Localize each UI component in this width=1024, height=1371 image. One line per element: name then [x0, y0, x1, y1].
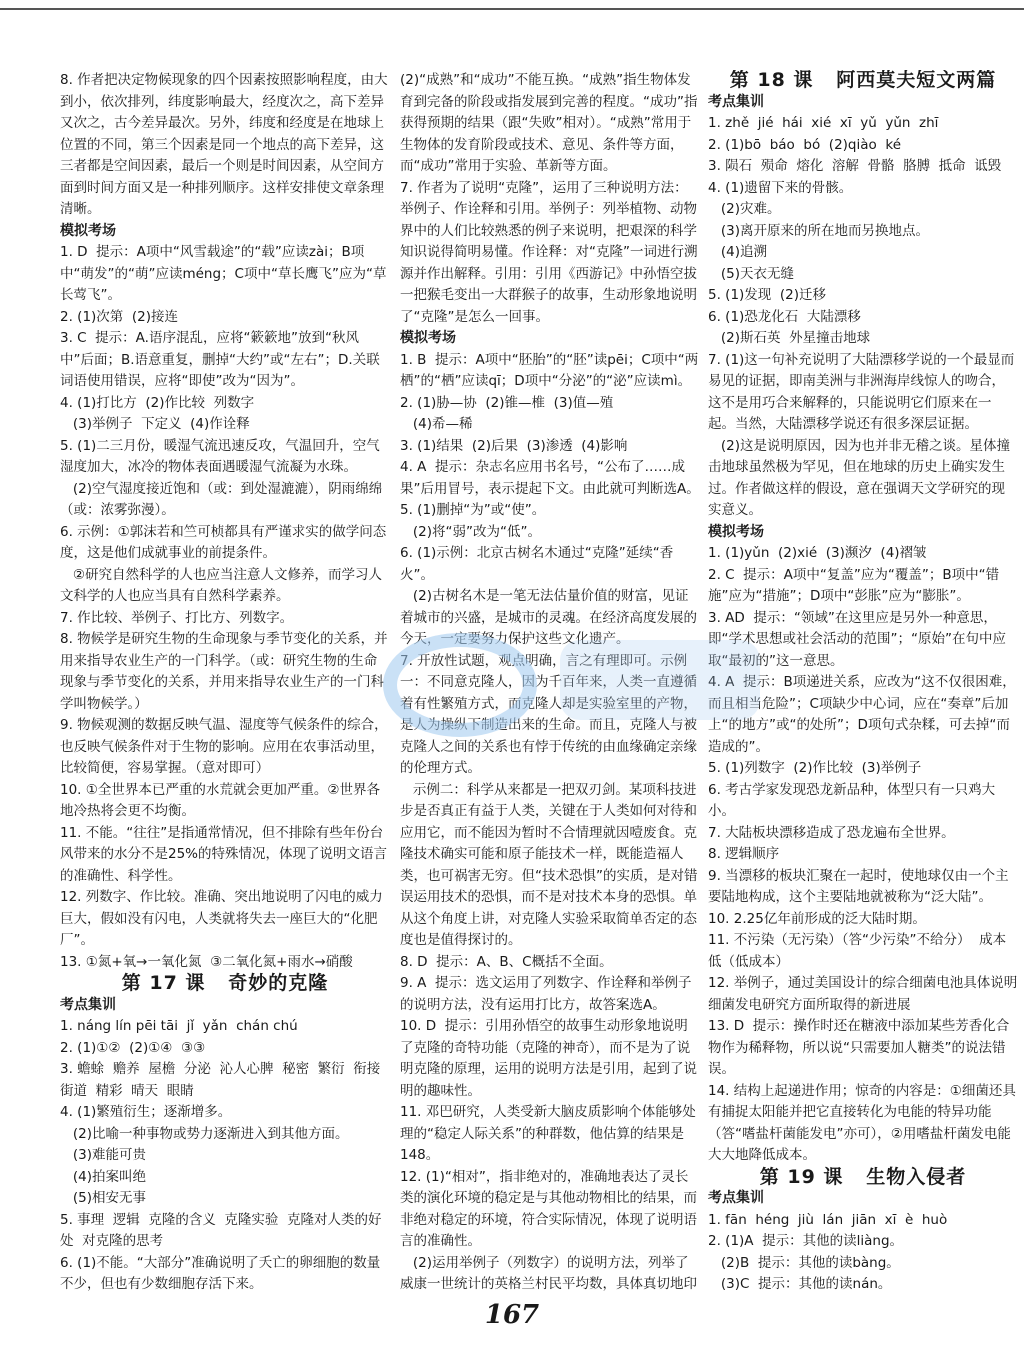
section-heading: 考点集训: [60, 996, 116, 1013]
answer-line: 3. (1)结果 (2)后果 (3)渗透 (4)影响: [400, 437, 628, 454]
answer-line: 4. (1)繁殖衍生；逐渐增多。: [60, 1104, 232, 1120]
answer-line: 5. (1)列数字 (2)作比较 (3)举例子: [708, 760, 922, 776]
answer-line: 10. 2.25亿年前形成的泛大陆时期。: [708, 910, 926, 927]
answer-line: 12. (1)“相对”，指非绝对的，准确地表达了灵长类的演化环境的稳定是与其他动物相比的结果，而非绝对稳定的环境，符合实际情况，体现了说明语言的准确性。: [400, 1168, 697, 1249]
answer-line: 13. D 提示：操作时还在糖液中添加某些芳香化合物作为稀释物，所以说“只需要加人糖类”的说法错误。: [708, 1018, 1010, 1077]
answer-line: (4)希—稀: [400, 416, 473, 432]
answer-line: 1. B 提示：A项中“胚胎”的“胚”读pēi；C项中“两栖”的“栖”应读qī；D项中“分泌”的“泌”应读mì。: [400, 351, 699, 389]
answer-line: (2)B 提示：其他的读bàng。: [708, 1254, 900, 1271]
answer-line: 1. náng lín pēi tāi jǐ yǎn chán chú: [60, 1018, 298, 1034]
top-rule: [0, 8, 1024, 10]
answer-line: 3. 陨石 殒命 熔化 溶解 骨骼 胳膊 抵命 诋毁: [708, 158, 1002, 174]
answer-line: 7. 开放性试题，观点明确，言之有理即可。示例一：不同意克隆人，因为千百年来，人类一直遵循着有性繁殖方式，而克隆人却是实验室里的产物，是人为操纵下制造出来的生命。而且，克隆人与被克隆人之间的关系也有悖于传统的由血缘确定亲缘的伦理方式。: [400, 652, 697, 776]
answer-line: 1. fān héng jiù lán jiān xī è huò: [708, 1211, 948, 1228]
answer-line: (2)将“弱”改为“低”。: [400, 523, 541, 540]
answer-line: 6. 示例：①郭沫若和竺可桢都具有严谨求实的做学问态度，这是他们成就事业的前提条件。: [60, 523, 387, 561]
answer-line: 5. (1)二三月份，暖湿气流迅速反攻，气温回升，空气湿度加大，冰冷的物体表面遇暖湿气流凝为水珠。: [60, 437, 380, 475]
page-number: 167: [484, 1300, 540, 1330]
answer-line: 14. 结构上起递进作用；惊奇的内容是：①细菌还具有捕捉太阳能并把它直接转化为电能的特异功能（答“嗜盐杆菌能发电”亦可），②用嗜盐杆菌发电能大大地降低成本。: [708, 1082, 1016, 1163]
column-middle: [400, 70, 700, 1295]
answer-line: 2. (1)①② (2)①④ ③③: [60, 1039, 206, 1056]
answer-line: 5. (1)发现 (2)迁移: [708, 287, 826, 303]
answer-line: (2)古树名木是一笔无法估量价值的财富，见证着城市的兴盛，是城市的灵魂。在经济高度发展的今天，一定要努力保护这些文化遗产。: [400, 588, 697, 647]
answer-line: (4)拍案叫绝: [60, 1168, 146, 1185]
answer-line: 5. (1)删掉“为”或“使”。: [400, 502, 546, 518]
answer-line: 8. 作者把决定物候现象的四个因素按照影响程度，由大到小，依次排列，纬度影响最大，经度次之，高下差异又次之，古今差异最次。另外，纬度和经度是在地球上位置的不同，第三个因素是同一个地点的高下差异，这三者都是空间因素，最后一个则是时间因素，从空间方面到时间方面又是一种排列顺序。这样安排使文章条理清晰。: [60, 72, 388, 217]
answer-line: (3)C 提示：其他的读nán。: [708, 1276, 892, 1292]
column-left: [60, 70, 390, 1295]
answer-line: (2)运用举例子（列数字）的说明方法，列举了威康一世统计的英格兰村民平均数，具体真切地印: [400, 1254, 697, 1292]
answer-line: 6. (1)示例：北京古树名木通过“克隆”延续“香火”。: [400, 545, 674, 583]
answer-line: 8. 逻辑顺序: [708, 846, 780, 862]
answer-line: 4. (1)遗留下来的骨骸。: [708, 179, 853, 196]
answer-line: (2)这是说明原因，因为也并非无稽之谈。星体撞击地球虽然极为罕见，但在地球的历史上确实发生过。作者做这样的假设，意在强调天文学研究的现实意义。: [708, 437, 1010, 518]
lesson-heading: 第 19 课 生物入侵者: [759, 1165, 967, 1188]
answer-line: 9. 当漂移的板块汇聚在一起时，使地球仅由一个主要陆地构成，这个主要陆地就被称为“泛大陆”。: [708, 867, 1009, 905]
section-heading: 模拟考场: [60, 222, 116, 239]
answer-line: 3. C 提示：A.语序混乱，应将“簌簌地”放到“秋风中”后面；B.语意重复，删掉“大约”或“左右”；D.关联词语使用错误，应将“即使”改为“因为”。: [60, 330, 380, 389]
answer-line: (5)相安无事: [60, 1190, 146, 1206]
lesson-heading: 第 18 课 阿西莫夫短文两篇: [729, 70, 997, 91]
answer-line: 11. 不污染（无污染）（答“少污染”不给分） 成本低（低成本）: [708, 932, 1007, 970]
section-heading: 考点集训: [708, 93, 764, 110]
answer-line: (3)离开原来的所在地而另换地点。: [708, 222, 929, 239]
answer-line: (2)空气湿度接近饱和（或：到处湿漉漉），阴雨绵绵（或：浓雾弥漫）。: [60, 480, 383, 518]
answer-line: 4. A 提示：杂志名应用书名号，“公布了……成果”后用冒号，表示提起下文。由此就可判断选A。: [400, 459, 700, 497]
answer-line: 6. (1)不能。“大部分”准确说明了夭亡的卵细胞的数量不少，但也有少数细胞存活下来。: [60, 1254, 381, 1292]
answer-line: 4. (1)打比方 (2)作比较 列数字: [60, 394, 255, 411]
answer-line: 12. 举例子，通过美国设计的综合细菌电池具体说明细菌发电研究方面所取得的新进展: [708, 975, 1018, 1013]
answer-line: 1. zhě jié hái xié xī yǔ yǔn zhī: [708, 115, 939, 131]
lesson-heading: 第 17 课 奇妙的克隆: [121, 972, 329, 994]
answer-line: 4. A 提示：B项递进关系，应改为“这不仅很困难，而且相当危险”；C项缺少中心词，应在“奏章”后加上“的地方”或“的处所”；D项句式杂糅，可去掉“而造成的”。: [708, 674, 1016, 755]
answer-line: 11. 不能。“往往”是指通常情况，但不排除有些年份台风带来的水分不是25%的特殊情况，体现了说明文语言的准确性、科学性。: [60, 824, 388, 884]
answer-line: 8. 物候学是研究生物的生命现象与季节变化的关系，并用来指导农业生产的一门科学。（或：研究生物的生命现象与季节变化的关系，并用来指导农业生产的一门科学叫物候学。）: [60, 631, 388, 712]
answer-line: 1. (1)yǔn (2)xié (3)濒汐 (4)褶皱: [708, 545, 927, 561]
answer-line: 11. 邓巴研究，人类受新大脑皮质影响个体能够处理的“稳定人际关系”的种群数，他估算的结果是148。: [400, 1104, 696, 1163]
answer-line: 12. 列数字、作比较。准确、突出地说明了闪电的威力巨大，假如没有闪电，人类就将失去一座巨大的“化肥厂”。: [60, 889, 383, 948]
answer-line: 2. (1)胁—协 (2)锥—椎 (3)值—殖: [400, 394, 614, 411]
answer-line: 13. ①氮+氧→一氧化氮 ③二氧化氮+雨水→硝酸: [60, 953, 353, 970]
answer-line: 6. 考古学家发现恐龙新品种，体型只有一只鸡大小。: [708, 781, 996, 819]
answer-line: 5. 事理 逻辑 克隆的含义 克隆实验 克隆对人类的好处 对克隆的思考: [60, 1211, 382, 1249]
answer-line: (5)天衣无缝: [708, 265, 794, 282]
section-heading: 模拟考场: [400, 330, 456, 346]
answer-line: 9. 物候观测的数据反映气温、湿度等气候条件的综合，也反映气候条件对于生物的影响。应用在农事活动里，比较简便，容易掌握。（意对即可）: [60, 717, 388, 776]
section-heading: 模拟考场: [708, 523, 764, 540]
answer-line: 7. (1)这一句补充说明了大陆漂移学说的一个最显而易见的证据，即南美洲与非洲海岸线惊人的吻合，这不是用巧合来解释的，只能说明它们原来在一起。当然，大陆漂移学说还有很多深层证据。: [708, 351, 1015, 432]
answer-line: 2. C 提示：A项中“复盖”应为“覆盖”；B项中“错施”应为“措施”；D项中“彭胀”应为“膨胀”。: [708, 566, 1000, 604]
answer-line: (4)追溯: [708, 244, 767, 260]
answer-line: 3. 蟾蜍 赡养 屋檐 分泌 沁人心脾 秘密 繁衍 衔接 街道 精彩 晴天 眼睛: [60, 1061, 389, 1099]
answer-line: 6. (1)恐龙化石 大陆漂移: [708, 308, 861, 325]
answer-line: (2)比喻一种事物或势力逐渐进入到其他方面。: [60, 1125, 349, 1142]
answer-line: ②研究自然科学的人也应当注意人文修养，而学习人文科学的人也应当具有自然科学素养。: [60, 566, 382, 604]
answer-line: 7. 大陆板块漂移造成了恐龙遍布全世界。: [708, 824, 955, 841]
answer-line: 7. 作者为了说明“克隆”，运用了三种说明方法：举例子、作诠释和引用。举例子：列举植物、动物界中的人们比较熟悉的例子来说明，把艰深的科学知识说得简明易懂。作诠释：对“克隆”一词进行溯源并作出解释。引用：引用《西游记》中孙悟空拔一把猴毛变出一大群猴子的故事，生动形象地说明了“克隆”是怎么一回事。: [400, 179, 698, 325]
answer-line: 2. (1)次第 (2)接连: [60, 308, 178, 325]
answer-line: (3)举例子 下定义 (4)作诠释: [60, 416, 250, 432]
section-heading: 考点集训: [708, 1190, 764, 1206]
answer-line: 2. (1)A 提示：其他的读liàng。: [708, 1233, 904, 1249]
answer-line: 7. 作比较、举例子、打比方、列数字。: [60, 609, 294, 626]
answer-line: 3. AD 提示：“领域”在这里应是另外一种意思，即“学术思想或社会活动的范围”；“原始”在句中应取“最初的”这一意思。: [708, 609, 1006, 669]
answer-line: (2)“成熟”和“成功”不能互换。“成熟”指生物体发育到完备的阶段或指发展到完善的程度。“成功”指获得预期的结果（跟“失败”相对）。“成熟”常用于生物体的发育阶段或技术、意见、条件等方面，而“成功”常用于实验、革新等方面。: [400, 72, 698, 174]
answer-line: 2. (1)bō báo bó (2)qiào ké: [708, 136, 902, 153]
answer-line: 8. D 提示：A、B、C概括不全面。: [400, 953, 613, 970]
answer-line: 1. D 提示：A项中“风雪载途”的“载”应读zài；B项中“萌发”的“萌”应读méng；C项中“草长鹰飞”应为“草长莺飞”。: [60, 244, 387, 303]
answer-line: (2)灾难。: [708, 201, 781, 217]
answer-line: (2)斯石英 外星撞击地球: [708, 330, 871, 346]
answer-line: 10. D 提示：引用孙悟空的故事生动形象地说明了克隆的奇特功能（克隆的神奇），而不是为了说明克隆的原理，运用的说明方法是引用，起到了说明的趣味性。: [400, 1018, 697, 1099]
answer-line: 示例二：科学从来都是一把双刃剑。某项科技进步是否真正有益于人类，关键在于人类如何对待和应用它，而不能因为暂时不合情理就因噎废食。克隆技术确实可能和原子能技术一样，既能造福人类，也可祸害无穷。但“技术恐惧”的实质，是对错误运用技术的恐惧，而不是对技术本身的恐惧。单从这个角度上讲，对克隆人实验采取简单否定的态度也是值得探讨的。: [400, 781, 698, 948]
column-right: [708, 70, 1018, 1295]
answer-line: 9. A 提示：选文运用了列数字、作诠释和举例子的说明方法，没有运用打比方，故答案选A。: [400, 975, 692, 1013]
answer-line: 10. ①全世界本已严重的水荒就会更加严重。②世界各地冷热将会更不均衡。: [60, 781, 380, 819]
answer-line: (3)难能可贵: [60, 1147, 146, 1163]
